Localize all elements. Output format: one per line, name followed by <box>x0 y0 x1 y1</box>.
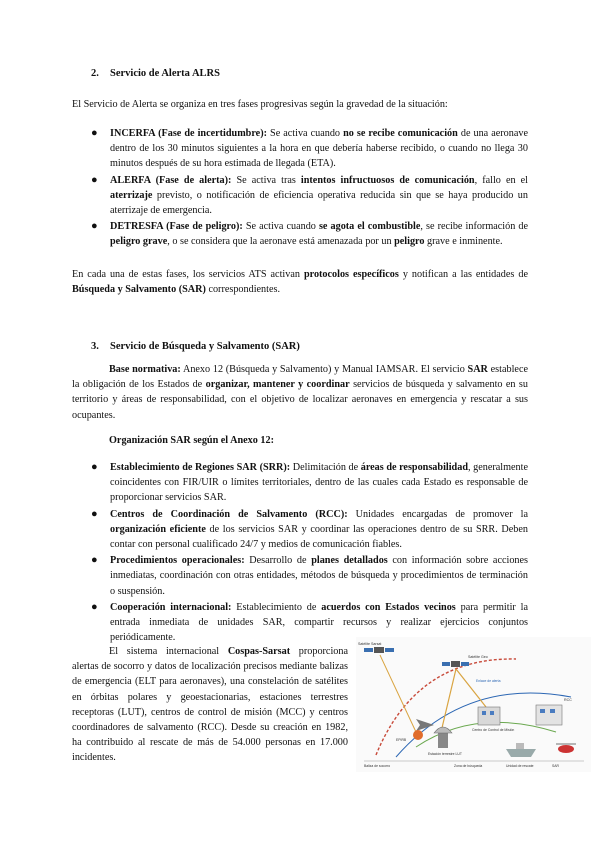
diagram-label: Unidad de rescate <box>506 764 534 768</box>
diagram-label: SAR <box>552 764 559 768</box>
bullet-icon: ● <box>91 461 98 473</box>
mcc-building-icon <box>478 707 500 725</box>
section-title-text: Servicio de Búsqueda y Salvamento (SAR) <box>110 341 300 352</box>
diagram-label: Satélite Sarsat <box>358 642 382 646</box>
diagram-label: Zona de búsqueda <box>454 764 483 768</box>
alert-phases-list <box>91 126 529 251</box>
diagram-label: EPIRB <box>396 738 407 742</box>
list-item: ● Establecimiento de Regiones SAR (SRR): Delimitación de áreas de responsabilidad, generalmente coincidentes con FIR/UIR o límites territoriales, dentro de las cuales cada Estado es responsable de proporcionar servicios SAR. <box>91 461 529 504</box>
sar-organization-list <box>91 460 529 646</box>
diagram-label: RCC <box>564 698 572 702</box>
cospas-sarsat-paragraph: El sistema internacional Cospas-Sarsat proporciona alertas de socorro y datos de localización precisos mediante balizas de emergencia (ELT para aeronaves), una constelación de satélites en órbitas polares y geoestacionarias, estaciones terrestres receptoras (LUT), centros de control de misión (MCC) y centros coordinadores de salvamento (RCC). Desde su creación en 1982, ha contribuido al rescate de más de 54.000 personas en 17.000 incidentes. <box>72 646 348 764</box>
list-item: ● ALERFA (Fase de alerta): Se activa tras intentos infructuosos de comunicación, fallo en el aterrizaje previsto, o notificación de eficiencia operativa reducida sin que se haya producido un aterrizaje de emergencia. <box>91 173 529 217</box>
diagram-label: Estación terrestre LUT <box>428 752 462 756</box>
section-2-title <box>91 68 220 79</box>
normative-basis: Base normativa: Anexo 12 (Búsqueda y Salvamento) y Manual IAMSAR. El servicio SAR establece la obligación de los Estados de organizar, mantener y coordinar servicios de búsqueda y salvamento en su territorio y áreas de responsabilidad, con el objetivo de localizar aeronaves en emergencia y rescatar a sus ocupantes. <box>72 364 528 421</box>
bullet-icon: ● <box>91 173 98 186</box>
cospas-sarsat-diagram <box>356 637 591 772</box>
beacon-icon <box>413 730 423 740</box>
list-item: ● Cooperación internacional: Establecimiento de acuerdos con Estados vecinos para permitir la entrada inmediata de unidades SAR, compartir recursos y realizar ejercicios conjuntos periódicamente. <box>91 600 528 644</box>
list-item: ● Procedimientos operacionales: Desarrollo de planes detallados con información sobre acciones inmediatas, coordinación con otras entidades, métodos de búsqueda y procedimientos de terminación o suspensión. <box>91 554 528 597</box>
diagram-label: Centro de Control de Misión <box>472 728 515 732</box>
bullet-icon: ● <box>91 507 98 520</box>
section-2-closing: En cada una de estas fases, los servicios ATS activan protocolos específicos y notifican a las entidades de Búsqueda y Salvamento (SAR) correspondientes. <box>72 269 528 296</box>
bullet-icon: ● <box>91 600 98 613</box>
section-3-title <box>91 341 300 352</box>
list-item: ● Centros de Coordinación de Salvamento (RCC): Unidades encargadas de promover la organización eficiente de los servicios SAR y coordinar las operaciones dentro de su SRR. Deben contar con personal cualificado 24/7 y medios de comunicación fiables. <box>91 507 528 551</box>
bullet-icon: ● <box>91 220 98 233</box>
list-item: ● DETRESFA (Fase de peligro): Se activa cuando se agota el combustible, se recibe información de peligro grave, o se considera que la aeronave está amenazada por un peligro grave e inminente. <box>91 220 528 248</box>
diagram-label: Enlace de alerta <box>476 679 501 683</box>
list-item: ● INCERFA (Fase de incertidumbre): Se activa cuando no se recibe comunicación de una aeronave dentro de los 30 minutos siguientes a la hora en que debería haberse recibido, o cuando no llega 30 minutos después de su hora estimada de llegada (ETA). <box>91 127 528 170</box>
section-number: 3. <box>91 341 99 352</box>
bullet-icon: ● <box>91 554 98 567</box>
rcc-building-icon <box>536 705 562 725</box>
section-title-text: Servicio de Alerta ALRS <box>110 68 220 79</box>
diagram-label: Baliza de socorro <box>364 764 391 768</box>
sar-organization-heading: Organización SAR según el Anexo 12: <box>109 435 274 446</box>
bullet-icon: ● <box>91 127 98 139</box>
section-number: 2. <box>91 68 99 79</box>
section-2-intro: El Servicio de Alerta se organiza en tres fases progresivas según la gravedad de la situación: <box>72 99 448 110</box>
diagram-label: Satélite Geo <box>468 655 488 659</box>
